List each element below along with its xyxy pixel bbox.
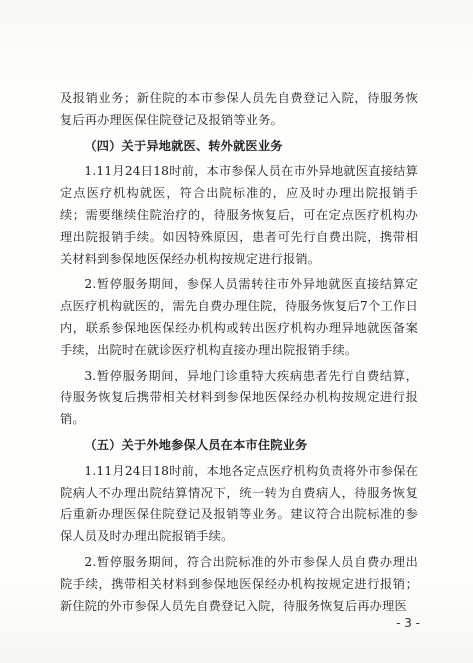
paragraph: 及报销业务；新住院的本市参保人员先自费登记入院，待服务恢复后再办理医保住院登记及报销等业务。 [60,91,418,127]
paragraph: 1.11月24日18时前，本市参保人员在市外异地就医直接结算定点医疗机构就医，符合出院标准的，应及时办理出院报销手续；需要继续住院治疗的，待服务恢复后，可在定点医疗机构办理出院报销手续。如因特殊原因，患者可先行自费出院，携带相关材料到参保地医保经办机构按规定进行报销。 [60,164,418,266]
paragraph: 3.暂停服务期间，异地门诊重特大疾病患者先行自费结算，待服务恢复后携带相关材料到参保地医保经办机构按规定进行报销。 [60,368,418,427]
paragraph: 1.11月24日18时前，本地各定点医疗机构负责将外市参保在院病人不办理出院结算情况下，统一转为自费病人，待服务恢复后重新办理医保住院登记及报销等业务。建议符合出院标准的参保人员及时办理出院报销手续。 [60,463,418,544]
section-heading: （四）关于异地就医、转外就医业务 [84,138,283,153]
paragraph: 2.暂停服务期间，符合出院标准的外市参保人员自费办理出院手续，携带相关材料到参保地医保经办机构按规定进行报销；新住院的外市参保人员先自费登记入院，待服务恢复后再办理医 [60,554,418,613]
document-body [60,88,418,621]
page-number: - 3 - [396,616,420,630]
section-heading: （五）关于外地参保人员在本市住院业务 [84,437,308,452]
paragraph: 2.暂停服务期间，参保人员需转往市外异地就医直接结算定点医疗机构就医的，需先自费办理住院，待服务恢复后7个工作日内，联系参保地医保经办机构或转出医疗机构办理异地就医备案手续，出院时在就诊医疗机构直接办理出院报销手续。 [60,277,418,357]
